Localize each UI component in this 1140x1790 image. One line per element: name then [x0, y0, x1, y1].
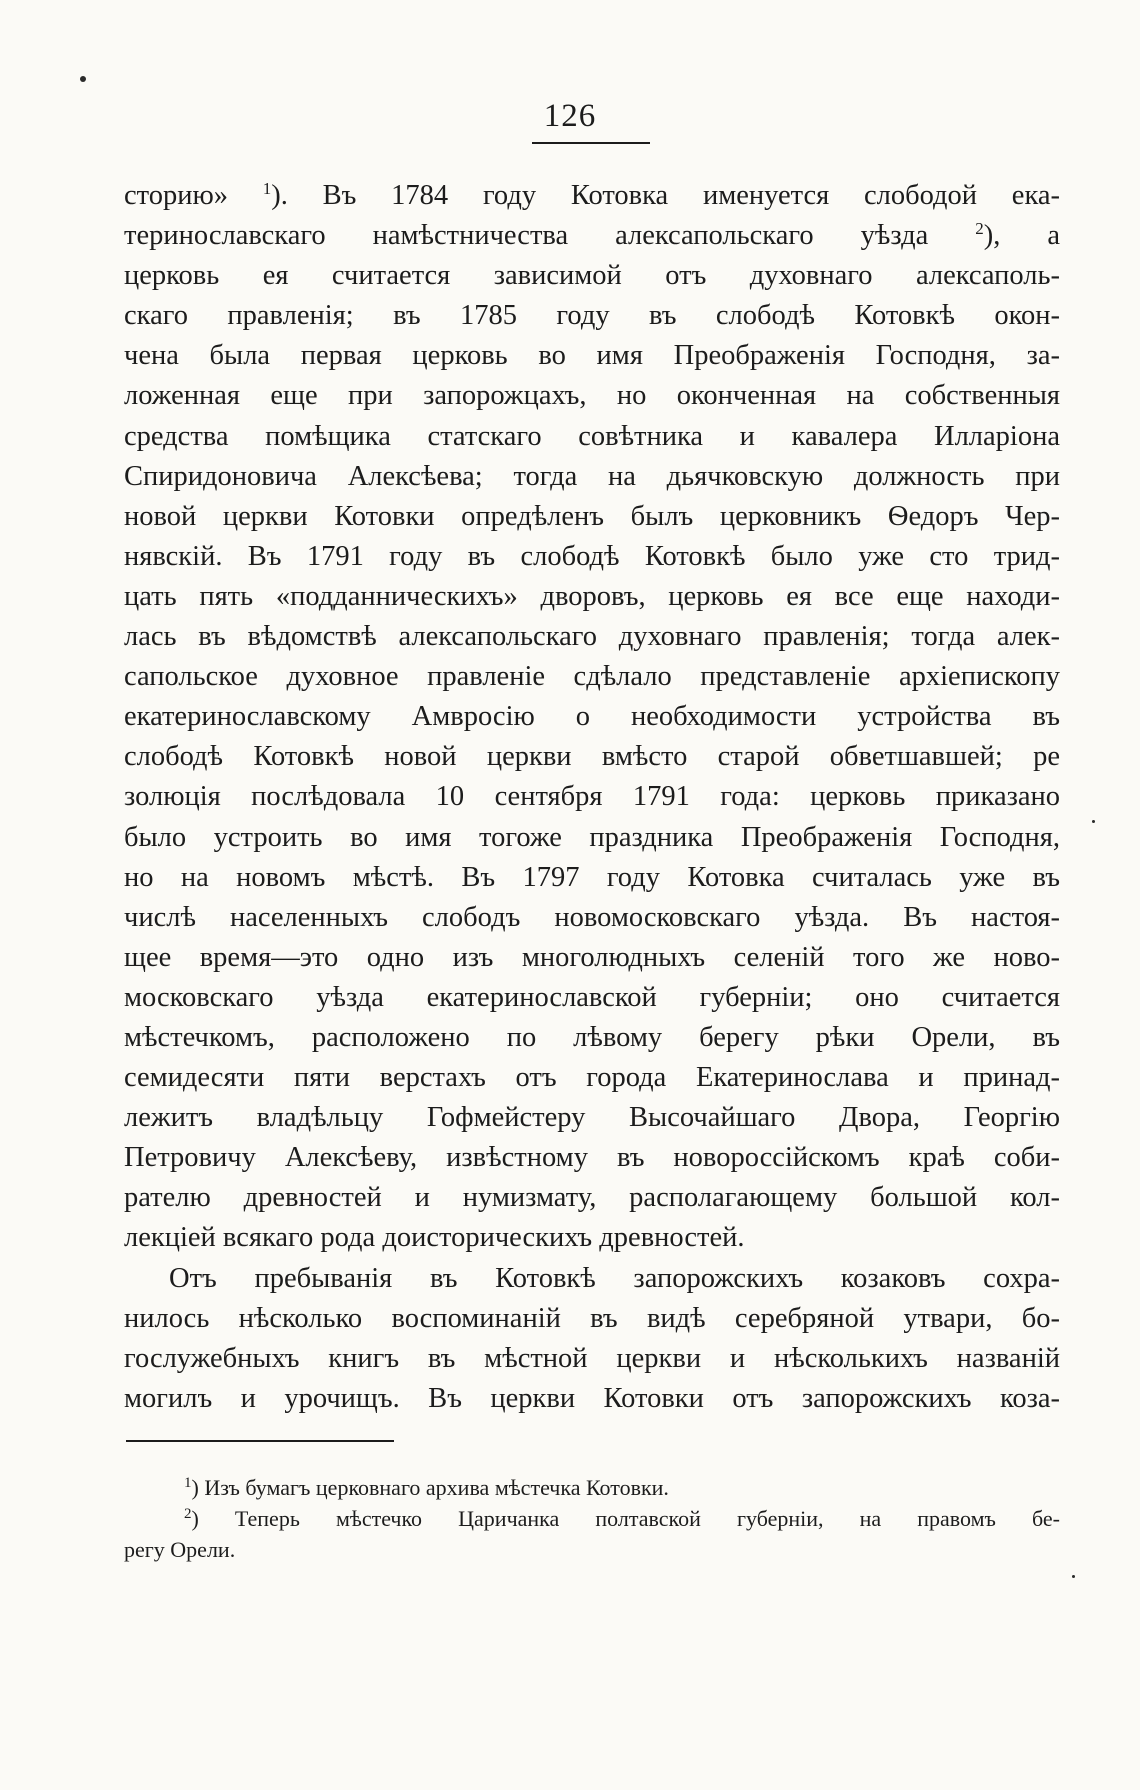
text-line: слободѣ Котовкѣ новой церкви вмѣсто старой обветшавшей; ре — [124, 741, 1060, 773]
text-line: скаго правленія; въ 1785 году въ слободѣ Котовкѣ окон- — [124, 300, 1060, 332]
text-line: лекціей всякаго рода доисторическихъ древностей. — [124, 1222, 745, 1254]
text-line: Отъ пребыванія въ Котовкѣ запорожскихъ козаковъ сохра- — [169, 1262, 1060, 1294]
text-line: нявскій. Въ 1791 году въ слободѣ Котовкѣ было уже сто трид- — [124, 540, 1060, 572]
text-line: лежитъ владѣльцу Гофмейстеру Высочайшаго Двора, Георгію — [124, 1102, 1060, 1134]
text-line: екатеринославскому Амвросію о необходимости устройства въ — [124, 701, 1060, 733]
text-line: сторию» $^1$). Въ 1784 году Котовка именуется слободой ека- — [124, 179, 1060, 211]
ink-speck — [1092, 820, 1095, 823]
text-line: ложенная еще при запорожцахъ, но оконченная на собственныя — [124, 380, 1060, 412]
text-line: могилъ и урочищъ. Въ церкви Котовки отъ запорожскихъ коза- — [124, 1382, 1060, 1414]
footnote-1: $^1$) Изъ бумагъ церковнаго архива мѣстечка Котовки. — [184, 1475, 669, 1500]
text-line: нилось нѣсколько воспоминаній въ видѣ серебряной утвари, бо- — [124, 1302, 1060, 1334]
text-line: новой церкви Котовки опредѣленъ былъ церковникъ Ѳедоръ Чер- — [124, 500, 1060, 532]
text-line: цать пять «подданническихъ» дворовъ, церковь ея все еще находи- — [124, 580, 1060, 612]
footnote-ref: 1 — [262, 179, 272, 198]
text-line: церковь ея считается зависимой отъ духовнаго алексаполь- — [124, 260, 1060, 292]
text-line: Петровичу Алексѣеву, извѣстному въ новороссійскомъ краѣ соби- — [124, 1142, 1060, 1174]
ink-speck — [80, 76, 86, 82]
footnote-rule — [126, 1440, 394, 1442]
text-line: чена была первая церковь во имя Преображенія Господня, за- — [124, 340, 1060, 372]
text-line: средства помѣщика статскаго совѣтника и кавалера Илларіона — [124, 420, 1060, 452]
text-line: гослужебныхъ книгъ въ мѣстной церкви и нѣсколькихъ названій — [124, 1342, 1060, 1374]
page-number-rule — [532, 142, 650, 144]
text-line: золюція послѣдовала 10 сентября 1791 года: церковь приказано — [124, 781, 1060, 813]
footnotes — [124, 1472, 1060, 1565]
footnote-2: $^2$) Теперь мѣстечко Царичанка полтавской губерніи, на правомъ бе- — [184, 1506, 1060, 1531]
footnote-2-continuation: регу Орели. — [124, 1537, 236, 1562]
text-line: рателю древностей и нумизмату, располагающему большой кол- — [124, 1182, 1060, 1214]
footnote-ref: 2 — [975, 219, 984, 239]
text-line: московскаго уѣзда екатеринославской губерніи; оно считается — [124, 981, 1060, 1013]
text-line: лась въ вѣдомствѣ алексапольскаго духовнаго правленія; тогда алек- — [124, 621, 1060, 653]
footnote-mark: 2 — [184, 1506, 192, 1522]
text-line: сапольское духовное правленіе сдѣлало представленіе архіепископу — [124, 661, 1060, 693]
text-line: но на новомъ мѣстѣ. Въ 1797 году Котовка считалась уже въ — [124, 861, 1060, 893]
ink-speck — [1072, 1575, 1075, 1578]
text-line: семидесяти пяти верстахъ отъ города Екатеринослава и принад- — [124, 1062, 1060, 1094]
page-number: 126 — [543, 98, 597, 134]
text-line: было устроить во имя тогоже праздника Преображенія Господня, — [124, 821, 1060, 853]
text-line: Спиридоновича Алексѣева; тогда на дьячковскую должность при — [124, 460, 1060, 492]
text-line: мѣстечкомъ, расположено по лѣвому берегу рѣки Орели, въ — [124, 1021, 1060, 1053]
text-line: теринославскаго намѣстничества алексапольскаго уѣзда $^2$), а — [124, 219, 1061, 252]
footnote-mark: 1 — [184, 1475, 192, 1491]
body-text — [124, 176, 1060, 1419]
text-line: щее время—это одно изъ многолюдныхъ селеній того же ново- — [124, 941, 1060, 973]
text-line: числѣ населенныхъ слободъ новомосковскаго уѣзда. Въ настоя- — [124, 901, 1060, 933]
